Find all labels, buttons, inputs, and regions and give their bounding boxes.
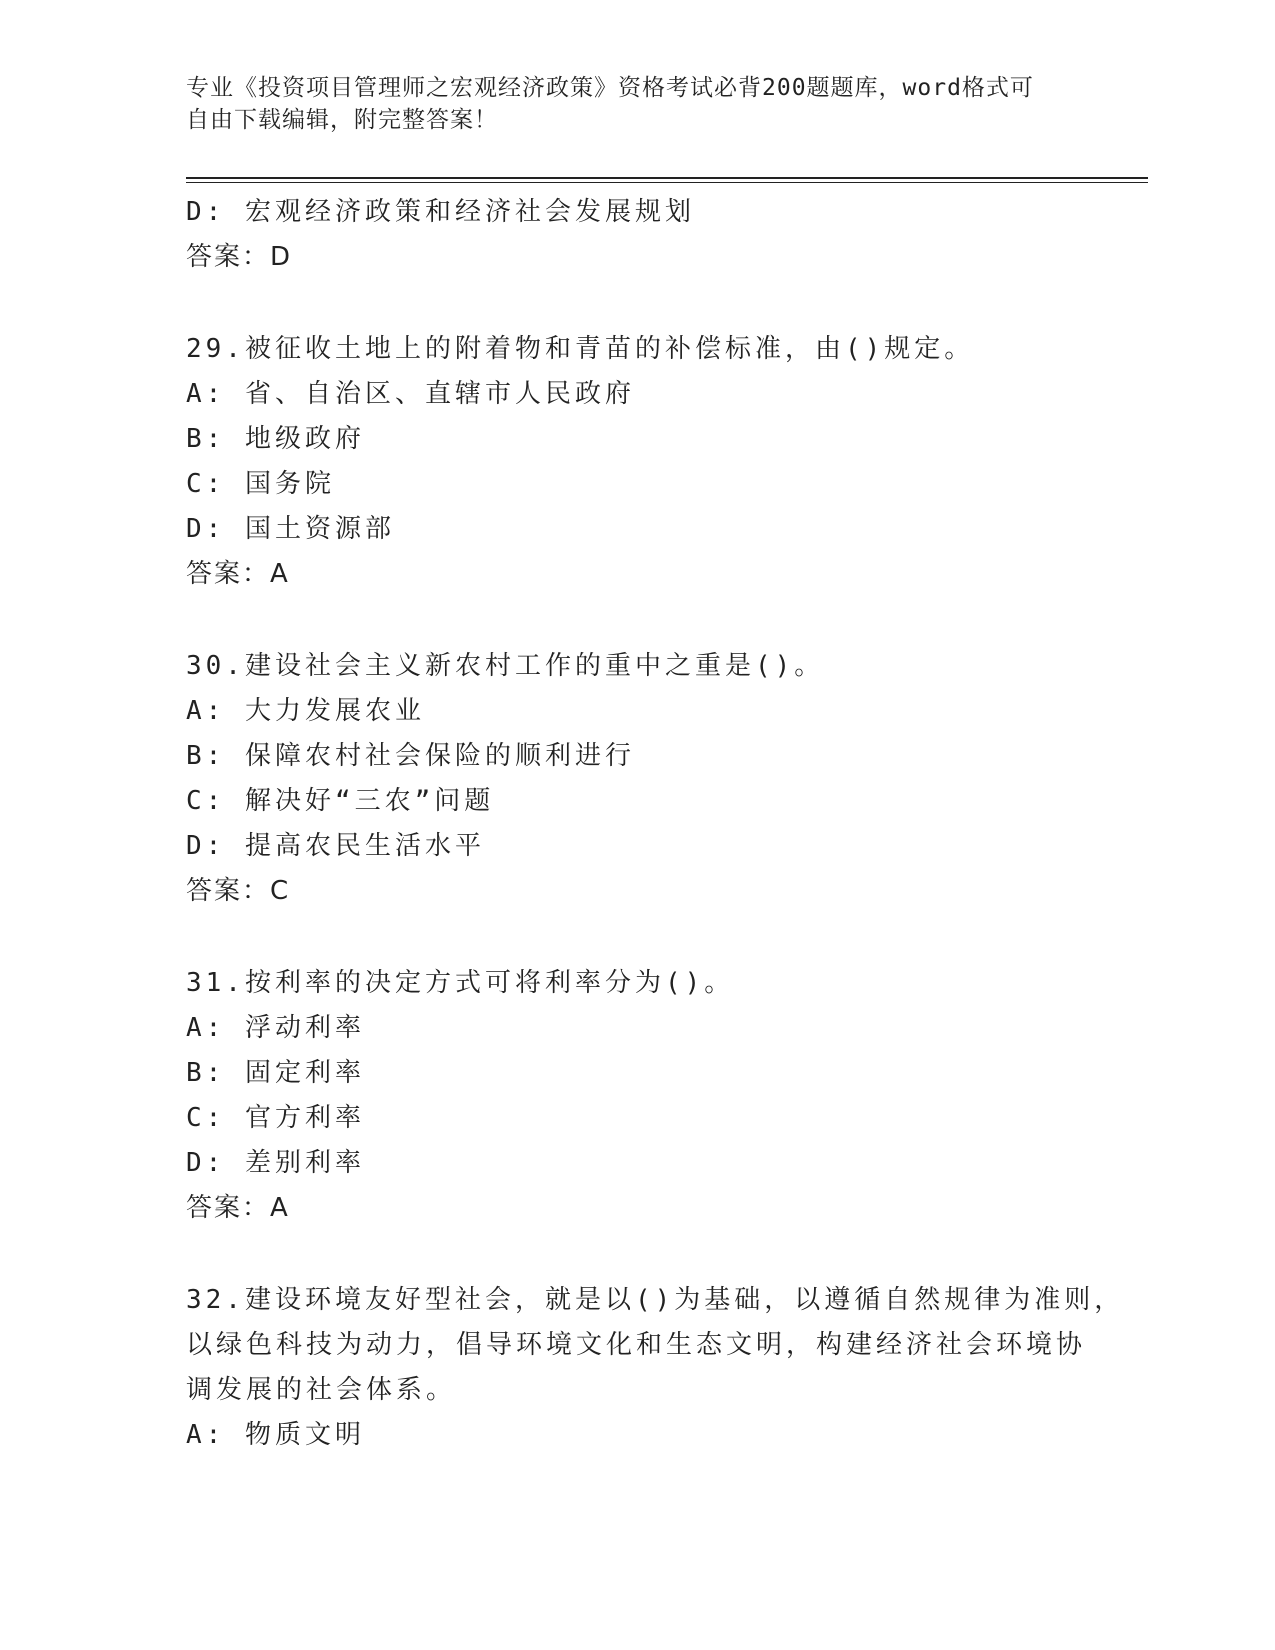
answer-line: 答案：A <box>186 1193 290 1223</box>
option-a: A: 浮动利率 <box>186 1013 365 1043</box>
header-line-2: 自由下载编辑，附完整答案！ <box>186 107 498 133</box>
option-d: D: 差别利率 <box>186 1148 365 1178</box>
option-c: C: 解决好“三农”问题 <box>186 786 495 816</box>
question-stem: 30.建设社会主义新农村工作的重中之重是()。 <box>186 651 825 681</box>
option-d: D: 宏观经济政策和经济社会发展规划 <box>186 197 695 227</box>
question-stem-line-2: 以绿色科技为动力，倡导环境文化和生态文明，构建经济社会环境协 <box>186 1330 1087 1360</box>
question-29 <box>186 327 1066 597</box>
option-a: A: 物质文明 <box>186 1420 365 1450</box>
question-stem: 29.被征收土地上的附着物和青苗的补偿标准，由()规定。 <box>186 334 975 364</box>
question-stem-line-3: 调发展的社会体系。 <box>186 1375 457 1405</box>
question-carryover <box>186 190 1066 280</box>
answer-line: 答案：A <box>186 559 290 589</box>
header-rule-thick <box>186 177 1148 179</box>
option-b: B: 固定利率 <box>186 1058 365 1088</box>
option-d: D: 提高农民生活水平 <box>186 831 485 861</box>
question-31 <box>186 961 1066 1231</box>
option-a: A: 大力发展农业 <box>186 696 425 726</box>
question-list <box>186 190 1125 1458</box>
answer-line: 答案：D <box>186 242 293 272</box>
option-a: A: 省、自治区、直辖市人民政府 <box>186 379 635 409</box>
option-d: D: 国土资源部 <box>186 514 395 544</box>
option-b: B: 保障农村社会保险的顺利进行 <box>186 741 635 771</box>
question-32 <box>186 1278 1125 1458</box>
header-line-1: 专业《投资项目管理师之宏观经济政策》资格考试必背200题题库，word格式可 <box>186 75 1034 101</box>
option-c: C: 官方利率 <box>186 1103 365 1133</box>
question-stem: 31.按利率的决定方式可将利率分为()。 <box>186 968 735 998</box>
question-30 <box>186 644 1066 914</box>
option-b: B: 地级政府 <box>186 424 365 454</box>
option-c: C: 国务院 <box>186 469 335 499</box>
document-header <box>186 72 1066 136</box>
question-stem-line-1: 32.建设环境友好型社会，就是以()为基础，以遵循自然规律为准则， <box>186 1285 1125 1315</box>
answer-line: 答案：C <box>186 876 291 906</box>
header-rule-thin <box>186 182 1148 183</box>
